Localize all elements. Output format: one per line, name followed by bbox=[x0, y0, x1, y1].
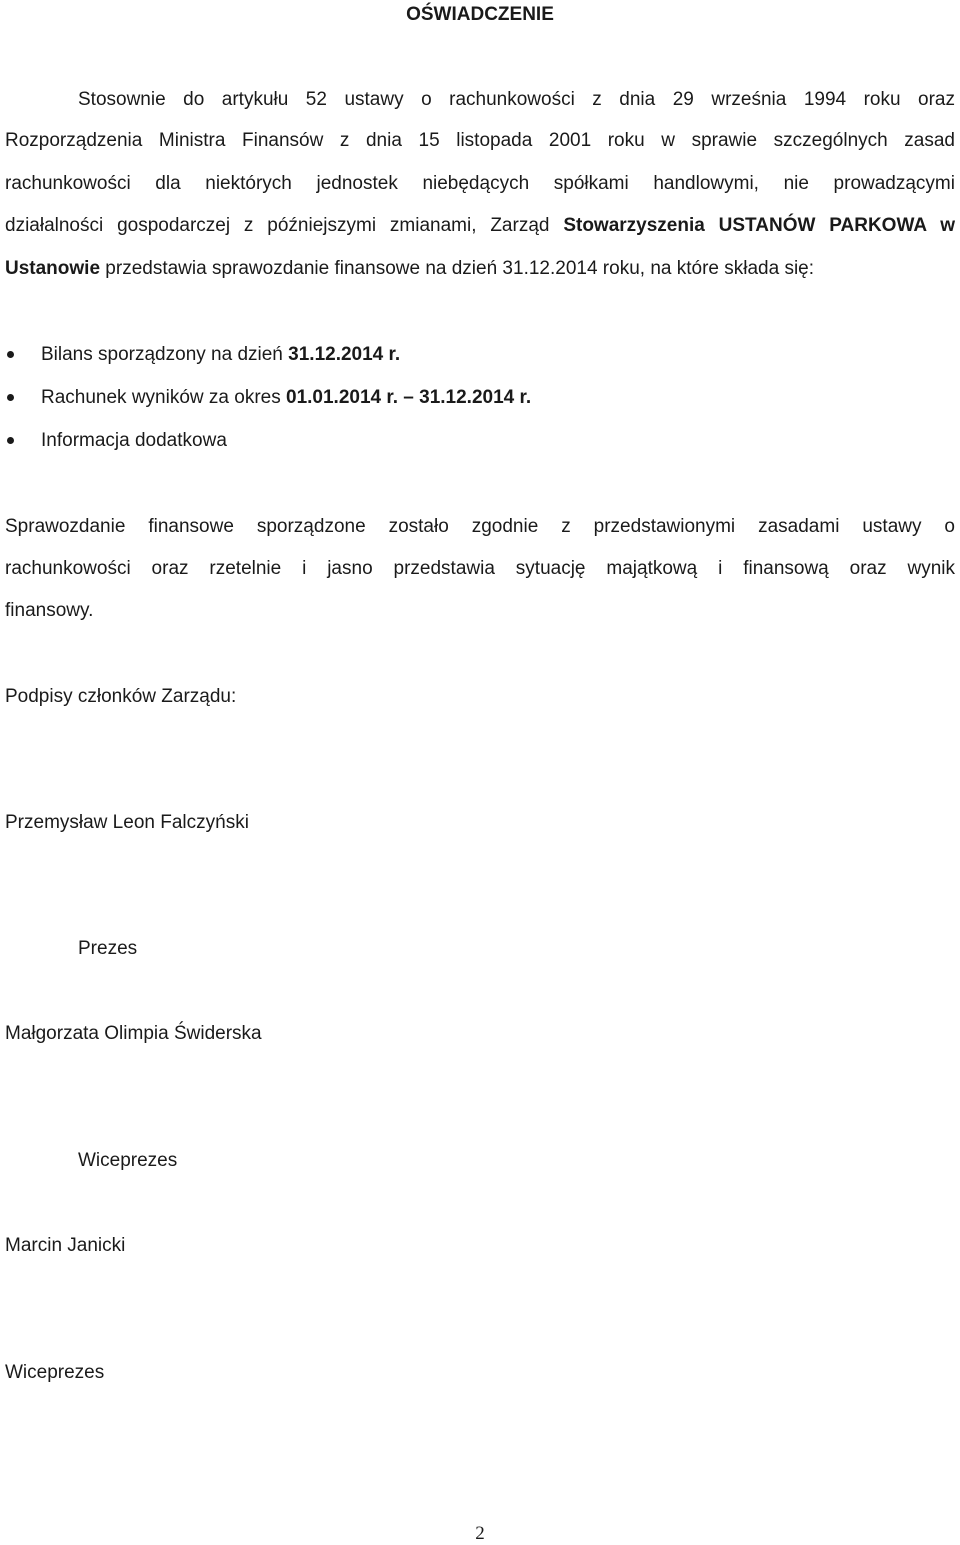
bullet-icon bbox=[5, 343, 19, 367]
organization-name: Stowarzyszenia USTANÓW PARKOWA w bbox=[563, 215, 955, 236]
list-item-text: Rachunek wyników za okres bbox=[41, 387, 286, 408]
list-item-text: Bilans sporządzony na dzień bbox=[41, 344, 289, 365]
signatory-name: Małgorzata Olimpia Świderska bbox=[5, 1023, 262, 1044]
intro-text-1: Stosownie do artykułu 52 ustawy o rachunkowości z dnia 29 września 1994 roku oraz bbox=[78, 89, 955, 110]
list-item-text: Informacja dodatkowa bbox=[41, 430, 227, 451]
intro-text-4: działalności gospodarczej z późniejszymi zmianami, Zarząd bbox=[5, 215, 564, 236]
intro-text-2: Rozporządzenia Ministra Finansów z dnia 15 listopada 2001 roku w sprawie szczególnych zasad bbox=[5, 130, 955, 151]
list-item bbox=[41, 343, 400, 367]
signatory-name: Przemysław Leon Falczyński bbox=[5, 812, 249, 833]
document-title: OŚWIADCZENIE bbox=[406, 4, 554, 25]
statement-line-2 bbox=[5, 557, 955, 581]
list-item-date: 31.12.2014 r. bbox=[288, 344, 401, 365]
statement-text-3: finansowy. bbox=[5, 600, 94, 621]
list-item bbox=[41, 429, 227, 453]
signatory-role: Prezes bbox=[78, 938, 138, 959]
signatory-name: Marcin Janicki bbox=[5, 1235, 126, 1256]
intro-line-4 bbox=[5, 214, 955, 238]
bullet-icon bbox=[5, 429, 19, 453]
signatures-heading: Podpisy członków Zarządu: bbox=[5, 686, 237, 707]
intro-text-3: rachunkowości dla niektórych jednostek niebędących spółkami handlowymi, nie prowadzącymi bbox=[5, 173, 955, 194]
bullet-icon bbox=[5, 386, 19, 410]
intro-line-2 bbox=[5, 129, 955, 153]
intro-line-5 bbox=[5, 257, 955, 281]
statement-line-1 bbox=[5, 515, 955, 539]
intro-line-1 bbox=[78, 88, 955, 112]
statement-text-1: Sprawozdanie finansowe sporządzone zostało zgodnie z przedstawionymi zasadami ustawy o bbox=[5, 516, 955, 537]
signatory-role: Wiceprezes bbox=[78, 1150, 178, 1171]
list-item bbox=[41, 386, 531, 410]
signatory-role: Wiceprezes bbox=[5, 1362, 105, 1383]
intro-text-5: przedstawia sprawozdanie finansowe na dzień 31.12.2014 roku, na które składa się: bbox=[100, 258, 815, 279]
list-item-date: 01.01.2014 r. – 31.12.2014 r. bbox=[286, 387, 532, 408]
organization-location: Ustanowie bbox=[5, 258, 101, 279]
page-number: 2 bbox=[475, 1523, 485, 1544]
intro-line-3 bbox=[5, 172, 955, 196]
statement-text-2: rachunkowości oraz rzetelnie i jasno przedstawia sytuację majątkową i finansową oraz wynik bbox=[5, 558, 955, 579]
